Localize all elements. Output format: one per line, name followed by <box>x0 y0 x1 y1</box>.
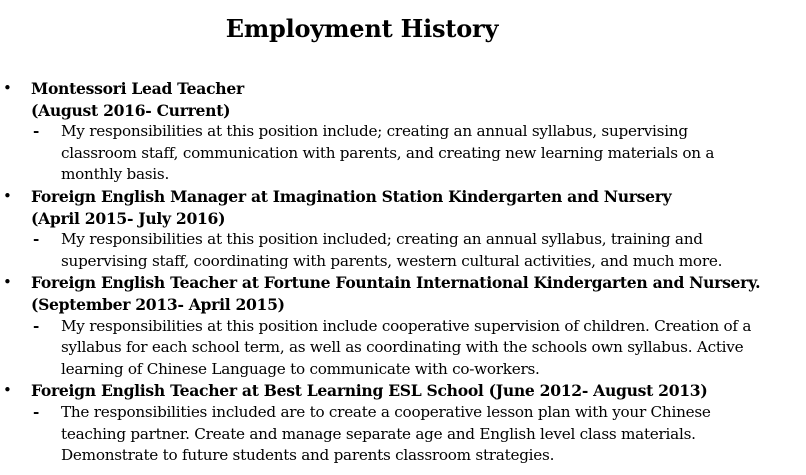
job-entry-fortune-fountain <box>0 272 806 380</box>
job-title: Montessori Lead Teacher <box>31 79 244 98</box>
bullet-icon: • <box>3 273 12 292</box>
job-entry-imagination-station <box>0 186 806 272</box>
dash-icon: - <box>33 402 40 421</box>
dash-icon: - <box>33 122 40 141</box>
job-description-text: My responsibilities at this position included; creating an annual syllabus, training and supervising staff, coordinating with parents, western cultural activities, and much more. <box>61 230 723 270</box>
job-dates: (April 2015- July 2016) <box>31 208 226 228</box>
job-description <box>31 316 761 381</box>
job-title: Foreign English Manager at Imagination Station Kindergarten and Nursery <box>31 186 672 206</box>
job-title: Foreign English Teacher at Fortune Fountain International Kindergarten and Nursery. <box>31 273 761 293</box>
job-dates: (September 2013- April 2015) <box>31 294 285 314</box>
job-description <box>31 121 766 186</box>
bullet-icon: • <box>3 186 12 205</box>
job-description <box>31 229 761 272</box>
job-dates: (August 2016- Current) <box>31 100 231 120</box>
job-entry-montessori <box>0 78 806 186</box>
bullet-icon: • <box>3 79 12 97</box>
bullet-icon: • <box>3 381 12 400</box>
job-description-text: My responsibilities at this position include cooperative supervision of children. Creation of a syllabus for each school term, as well as coordinating with the schools own syllabus. Active learning of Chinese Language to communicate with co-workers. <box>61 316 752 378</box>
dash-icon: - <box>33 230 40 249</box>
employment-list <box>0 78 806 467</box>
dash-icon: - <box>33 316 40 335</box>
job-description-text: My responsibilities at this position include; creating an annual syllabus, supervising classroom staff, communication with parents, and creating new learning materials on a monthly basis. <box>61 122 715 184</box>
job-entry-best-learning <box>0 380 806 466</box>
job-description <box>31 402 761 467</box>
page-title: Employment History <box>225 14 499 43</box>
job-description-text: The responsibilities included are to create a cooperative lesson plan with your Chinese teaching partner. Create and manage separate age and English level class materials. Demonstrate to future students and parents classroom strategies. <box>61 402 711 465</box>
job-title: Foreign English Teacher at Best Learning ESL School (June 2012- August 2013) <box>31 381 708 401</box>
